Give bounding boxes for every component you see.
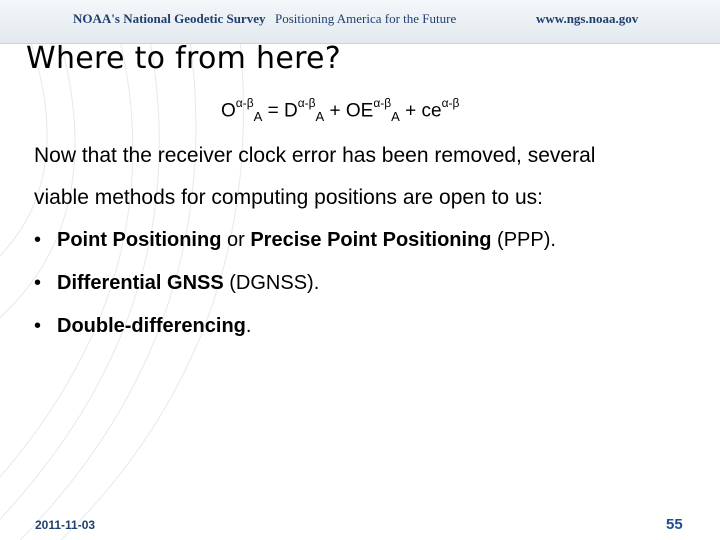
paragraph-line-1: Now that the receiver clock error has been removed, several: [34, 144, 596, 167]
eq-lhs-base: O: [221, 100, 236, 122]
bullet-dot: •: [34, 272, 42, 294]
bullet-text: (PPP).: [491, 229, 556, 251]
eq-t1-base: D: [283, 100, 298, 122]
eq-plus2: +: [399, 100, 422, 122]
page-number: 55: [666, 516, 683, 533]
bullet-bold: Double-differencing: [57, 315, 246, 337]
paragraph-line-2: viable methods for computing positions are open to us:: [34, 186, 543, 209]
eq-t2-base: OE: [345, 100, 374, 122]
bullet-bold: Differential GNSS: [57, 272, 224, 294]
eq-lhs-sub: A: [253, 109, 263, 125]
eq-equals: =: [262, 100, 284, 122]
bullet-item: [34, 229, 556, 252]
eq-t2-sup: α-β: [373, 96, 392, 110]
eq-t3-sup: α-β: [441, 96, 460, 110]
bullet-item: [34, 272, 319, 295]
eq-t1-sup: α-β: [297, 96, 316, 110]
eq-t2-sub: A: [391, 109, 400, 125]
bullet-text: (DGNSS).: [223, 272, 320, 294]
bullet-bold: Point Positioning: [57, 229, 222, 251]
bullet-text: or: [221, 229, 251, 251]
bullet-item: [34, 315, 251, 338]
header-banner: [0, 0, 720, 44]
eq-t3-base: ce: [421, 100, 442, 122]
slide-title: Where to from here?: [26, 41, 342, 76]
header-url[interactable]: www.ngs.noaa.gov: [536, 11, 639, 26]
footer-date: 2011-11-03: [35, 518, 96, 532]
eq-lhs-sup: α-β: [235, 96, 254, 110]
bullet-text: .: [245, 315, 252, 337]
header-tagline: Positioning America for the Future: [275, 11, 457, 26]
eq-plus1: +: [324, 100, 346, 122]
bullet-bold: Precise Point Positioning: [250, 229, 492, 251]
header-org: NOAA's National Geodetic Survey: [73, 11, 266, 26]
eq-t1-sub: A: [315, 109, 325, 125]
bullet-dot: •: [34, 315, 42, 337]
equation: [221, 98, 459, 124]
bullet-dot: •: [34, 229, 42, 251]
